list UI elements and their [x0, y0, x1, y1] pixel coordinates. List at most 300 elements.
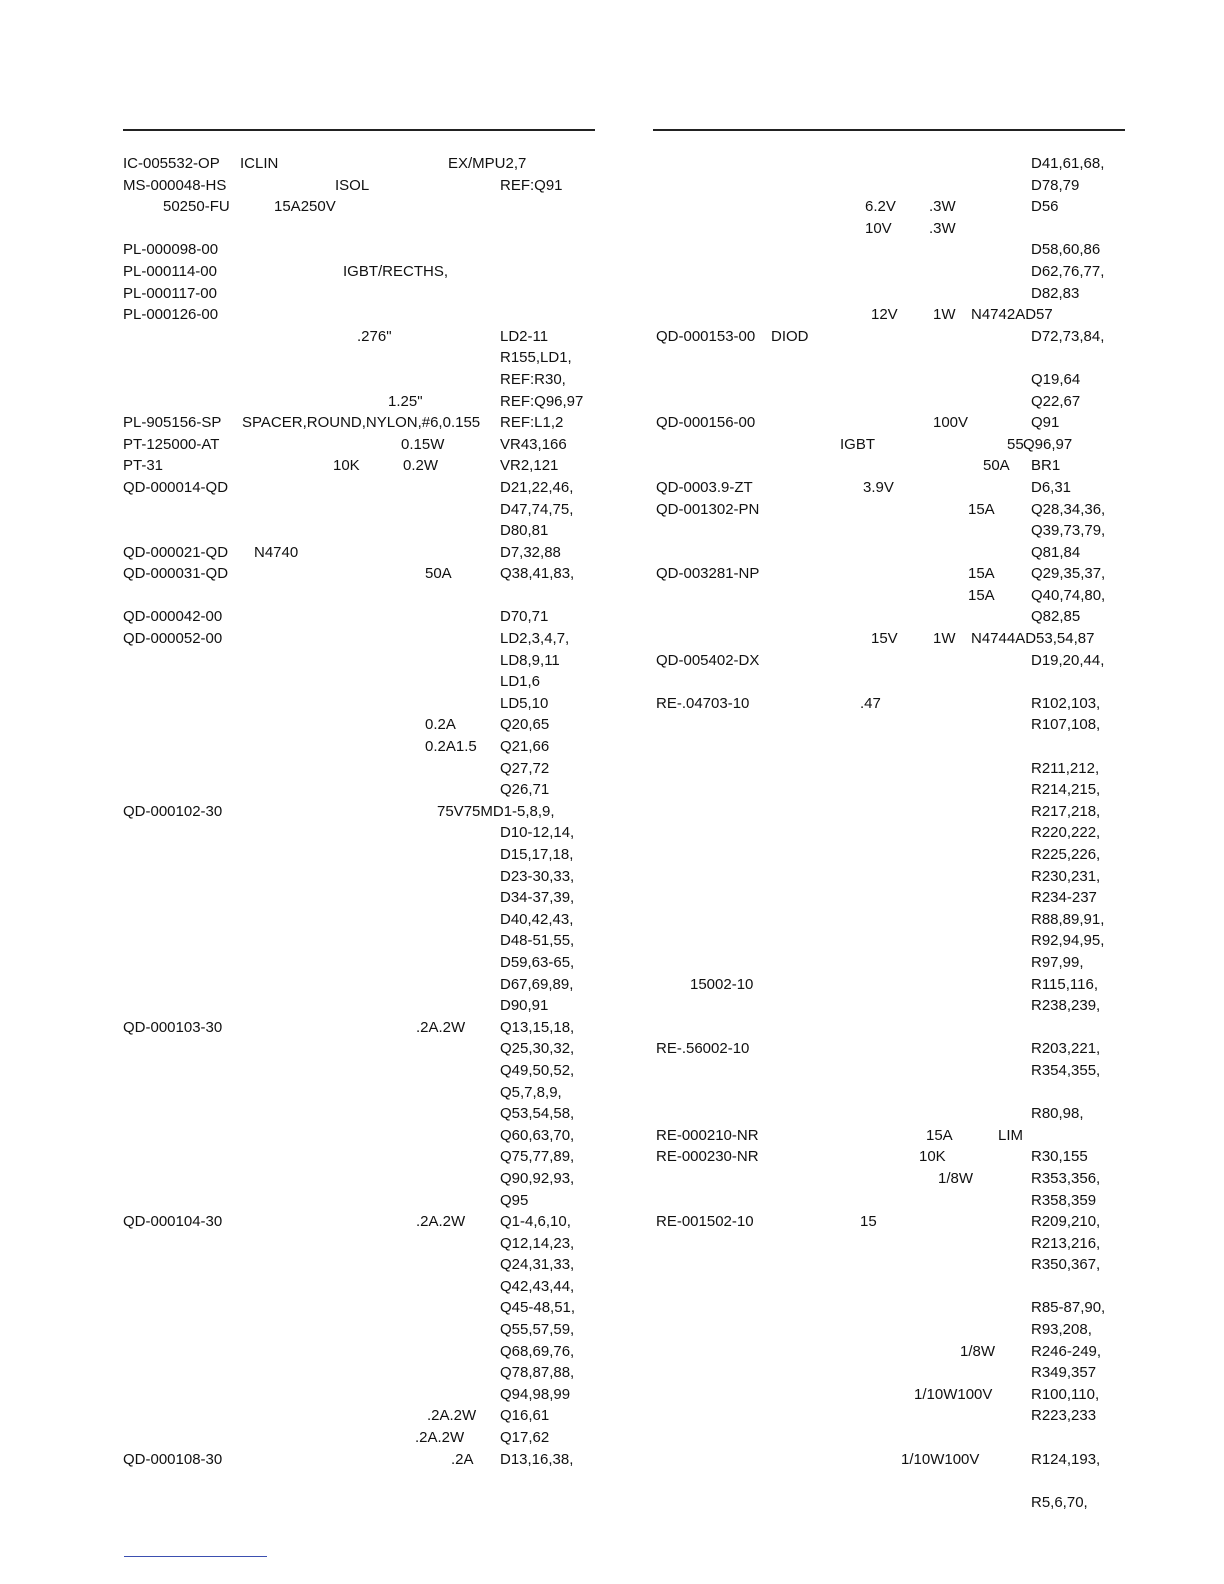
parts-row — [653, 909, 1133, 931]
description: IGBT — [840, 435, 876, 453]
part-number: QD-000042-00 — [123, 608, 223, 626]
description: 10K — [333, 457, 360, 475]
description: 6.2V — [865, 198, 896, 216]
reference-designator: REF:R30, — [500, 370, 566, 388]
reference-designator: R100,110, — [1031, 1385, 1100, 1403]
reference-designator: R349,357 — [1031, 1364, 1097, 1382]
parts-row — [123, 1211, 603, 1233]
reference-designator: R220,222, — [1031, 824, 1101, 842]
reference-designator: D72,73,84, — [1031, 327, 1105, 345]
parts-row — [653, 1233, 1133, 1255]
parts-row — [653, 499, 1133, 521]
part-number: QD-000108-30 — [123, 1450, 223, 1468]
parts-row — [653, 714, 1133, 736]
reference-designator: Q96,97 — [1023, 435, 1073, 453]
parts-row — [653, 930, 1133, 952]
parts-row — [653, 196, 1133, 218]
reference-designator: R203,221, — [1031, 1040, 1101, 1058]
parts-row — [123, 779, 603, 801]
description: 3.9V — [863, 478, 894, 496]
reference-designator: Q20,65 — [500, 716, 550, 734]
reference-designator: N4742AD57 — [971, 306, 1053, 324]
parts-row — [123, 866, 603, 888]
parts-row — [123, 671, 603, 693]
parts-row — [123, 995, 603, 1017]
description: 0.2A1.5 — [425, 738, 477, 756]
parts-row — [123, 801, 603, 823]
reference-designator: R246-249, — [1031, 1342, 1102, 1360]
reference-designator: Q91 — [1031, 414, 1060, 432]
parts-row — [123, 1146, 603, 1168]
rating: LIM — [998, 1126, 1024, 1144]
parts-row — [123, 347, 603, 369]
parts-row — [123, 412, 603, 434]
parts-row — [123, 606, 603, 628]
part-number: PL-000098-00 — [123, 241, 219, 259]
parts-row — [123, 887, 603, 909]
parts-row — [653, 887, 1133, 909]
reference-designator: D41,61,68, — [1031, 155, 1105, 172]
parts-row — [653, 1276, 1133, 1298]
reference-designator: Q19,64 — [1031, 370, 1081, 388]
description: .2A.2W — [416, 1018, 466, 1036]
description: 15V — [871, 630, 898, 648]
reference-designator: VR43,166 — [500, 435, 567, 453]
parts-row — [123, 628, 603, 650]
rating: 0.2W — [403, 457, 439, 475]
reference-designator: LD2-11 — [500, 327, 549, 345]
reference-designator: Q12,14,23, — [500, 1234, 575, 1252]
parts-row — [653, 153, 1133, 175]
reference-designator: D58,60,86 — [1031, 241, 1101, 259]
rating: EX/MPU2,7 — [448, 155, 527, 172]
reference-designator: R213,216, — [1031, 1234, 1101, 1252]
reference-designator: Q78,87,88, — [500, 1364, 575, 1382]
description: 15A — [968, 565, 995, 583]
reference-designator: R230,231, — [1031, 867, 1101, 885]
reference-designator: R217,218, — [1031, 802, 1101, 820]
part-number: MS-000048-HS — [123, 176, 227, 194]
reference-designator: Q75,77,89, — [500, 1148, 575, 1166]
reference-designator: Q82,85 — [1031, 608, 1081, 626]
parts-row — [123, 585, 603, 607]
part-number: QD-000104-30 — [123, 1213, 223, 1231]
description: 0.2A — [425, 716, 456, 734]
part-number: RE-.56002-10 — [656, 1040, 750, 1058]
reference-designator: Q27,72 — [500, 759, 550, 777]
parts-row — [653, 952, 1133, 974]
reference-designator: Q68,69,76, — [500, 1342, 575, 1360]
parts-row — [123, 434, 603, 456]
reference-designator: Q24,31,33, — [500, 1256, 575, 1274]
reference-designator: R225,226, — [1031, 846, 1101, 863]
part-number: QD-000014-QD — [123, 478, 229, 496]
parts-row — [653, 693, 1133, 715]
parts-row — [123, 261, 603, 283]
parts-row — [123, 1233, 603, 1255]
part-number: 15002-10 — [690, 975, 754, 993]
description: 1/8W — [938, 1169, 974, 1187]
description: .2A.2W — [415, 1429, 465, 1447]
reference-designator: N4744AD53,54,87 — [971, 630, 1095, 648]
parts-row — [653, 1492, 1133, 1514]
parts-row — [123, 391, 603, 413]
reference-designator: D90,91 — [500, 997, 549, 1015]
parts-row — [653, 671, 1133, 693]
reference-designator: D59,63-65, — [500, 953, 575, 971]
reference-designator: Q29,35,37, — [1031, 565, 1106, 583]
parts-row — [123, 1449, 603, 1471]
header-rule-right — [653, 129, 1125, 131]
part-number: RE-000210-NR — [656, 1126, 759, 1144]
description: 15A250V — [274, 198, 336, 216]
parts-row — [123, 1017, 603, 1039]
reference-designator: R155,LD1, — [500, 349, 572, 367]
part-number: QD-003281-NP — [656, 565, 760, 583]
reference-designator: Q28,34,36, — [1031, 500, 1106, 518]
description: .47 — [860, 694, 881, 712]
part-number: RE-.04703-10 — [656, 694, 750, 712]
reference-designator: Q53,54,58, — [500, 1105, 575, 1123]
parts-row — [653, 1017, 1133, 1039]
parts-row — [653, 542, 1133, 564]
parts-row — [653, 434, 1133, 456]
parts-row — [123, 974, 603, 996]
parts-row — [653, 1211, 1133, 1233]
parts-row — [123, 758, 603, 780]
parts-row — [653, 736, 1133, 758]
reference-designator: R209,210, — [1031, 1213, 1101, 1231]
rating: 50A — [983, 457, 1010, 475]
reference-designator: R5,6,70, — [1031, 1493, 1088, 1511]
reference-designator: R234-237 — [1031, 889, 1097, 907]
parts-row — [653, 261, 1133, 283]
part-number: PT-31 — [123, 457, 164, 475]
reference-designator: Q21,66 — [500, 738, 550, 756]
parts-row — [123, 1319, 603, 1341]
reference-designator: BR1 — [1031, 457, 1061, 475]
reference-designator: Q81,84 — [1031, 543, 1081, 561]
reference-designator: R211,212, — [1031, 759, 1100, 777]
parts-row — [653, 1341, 1133, 1363]
description: 100V — [933, 414, 969, 432]
part-number: QD-000102-30 — [123, 802, 223, 820]
reference-designator: D7,32,88 — [500, 543, 561, 561]
parts-row — [653, 1384, 1133, 1406]
parts-row — [123, 1276, 603, 1298]
part-number: QD-005402-DX — [656, 651, 760, 669]
reference-designator: D19,20,44, — [1031, 651, 1105, 669]
parts-row — [123, 693, 603, 715]
reference-designator: D6,31 — [1031, 478, 1072, 496]
reference-designator: Q49,50,52, — [500, 1061, 575, 1079]
reference-designator: Q60,63,70, — [500, 1126, 575, 1144]
parts-row — [123, 930, 603, 952]
part-number: PL-000117-00 — [123, 284, 217, 302]
part-number: PT-125000-AT — [123, 435, 220, 453]
parts-row — [123, 153, 603, 175]
part-number: QD-000103-30 — [123, 1018, 223, 1036]
parts-row — [123, 844, 603, 866]
rating: 1W — [933, 630, 956, 648]
reference-designator: R124,193, — [1031, 1450, 1101, 1468]
part-number: RE-001502-10 — [656, 1213, 754, 1231]
part-number: QD-0003.9-ZT — [656, 478, 753, 496]
reference-designator: R115,116, — [1031, 975, 1098, 993]
parts-row — [123, 1362, 603, 1384]
reference-designator: D10-12,14, — [500, 824, 575, 842]
part-number: QD-000052-00 — [123, 630, 223, 648]
parts-row — [653, 844, 1133, 866]
parts-row — [653, 369, 1133, 391]
reference-designator: Q90,92,93, — [500, 1169, 575, 1187]
reference-designator: VR2,121 — [500, 457, 559, 475]
parts-row — [653, 866, 1133, 888]
description: 1/8W — [960, 1342, 996, 1360]
parts-row — [123, 175, 603, 197]
parts-row — [653, 1254, 1133, 1276]
reference-designator: D21,22,46, — [500, 478, 574, 496]
parts-row — [653, 995, 1133, 1017]
parts-row — [653, 1319, 1133, 1341]
reference-designator: R102,103, — [1031, 694, 1101, 712]
reference-designator: D82,83 — [1031, 284, 1080, 302]
description: 15A — [968, 586, 995, 604]
parts-row — [653, 650, 1133, 672]
part-number: IC-005532-OP — [123, 155, 220, 172]
parts-row — [653, 218, 1133, 240]
parts-row — [653, 391, 1133, 413]
description: ICLIN — [240, 155, 279, 172]
reference-designator: D78,79 — [1031, 176, 1080, 194]
parts-row — [123, 714, 603, 736]
parts-row — [123, 1341, 603, 1363]
description: .276" — [357, 327, 392, 345]
parts-row — [123, 1168, 603, 1190]
reference-designator: Q22,67 — [1031, 392, 1081, 410]
part-number: PL-000114-00 — [123, 262, 217, 280]
description: 1/10W100V — [901, 1450, 980, 1468]
reference-designator: Q39,73,79, — [1031, 522, 1106, 540]
description: .2A.2W — [416, 1213, 466, 1231]
description: 10V — [865, 219, 892, 237]
parts-row — [123, 239, 603, 261]
parts-row — [123, 1060, 603, 1082]
parts-row — [123, 326, 603, 348]
reference-designator: R80,98, — [1031, 1105, 1084, 1123]
parts-row — [653, 1125, 1133, 1147]
parts-row — [653, 1168, 1133, 1190]
reference-designator: Q55,57,59, — [500, 1321, 575, 1339]
parts-row — [653, 283, 1133, 305]
footnote-rule — [124, 1556, 267, 1557]
parts-row — [653, 1103, 1133, 1125]
part-number: PL-000126-00 — [123, 306, 219, 324]
reference-designator: Q17,62 — [500, 1429, 550, 1447]
parts-row — [123, 520, 603, 542]
parts-row — [653, 585, 1133, 607]
parts-row — [123, 650, 603, 672]
parts-row — [653, 175, 1133, 197]
description: SPACER,ROUND,NYLON,#6,0.155 — [242, 414, 481, 432]
reference-designator: R358,359 — [1031, 1191, 1097, 1209]
parts-row — [123, 1297, 603, 1319]
reference-designator: R223,233 — [1031, 1407, 1097, 1425]
reference-designator: D23-30,33, — [500, 867, 575, 885]
rating: .3W — [929, 198, 956, 216]
parts-row — [123, 1082, 603, 1104]
reference-designator: Q5,7,8,9, — [500, 1083, 562, 1101]
description: 15A — [968, 500, 995, 518]
description: 75V75MD1-5,8,9, — [437, 802, 555, 820]
reference-designator: LD8,9,11 — [500, 651, 560, 669]
reference-designator: Q13,15,18, — [500, 1018, 575, 1036]
parts-column-right — [653, 153, 1133, 1513]
rating: 55 — [1007, 435, 1024, 453]
parts-row — [123, 1405, 603, 1427]
parts-row — [123, 1384, 603, 1406]
parts-row — [123, 909, 603, 931]
rating: .3W — [929, 219, 956, 237]
reference-designator: D40,42,43, — [500, 910, 574, 928]
reference-designator: R238,239, — [1031, 997, 1101, 1015]
parts-row — [653, 1038, 1133, 1060]
part-number: QD-000156-00 — [656, 414, 756, 432]
parts-row — [123, 1125, 603, 1147]
reference-designator: REF:L1,2 — [500, 414, 564, 432]
parts-column-left — [123, 153, 603, 1470]
reference-designator: R350,367, — [1031, 1256, 1101, 1274]
reference-designator: D13,16,38, — [500, 1450, 574, 1468]
parts-row — [123, 1103, 603, 1125]
reference-designator: Q26,71 — [500, 781, 550, 799]
part-number: RE-000230-NR — [656, 1148, 759, 1166]
parts-row — [653, 1362, 1133, 1384]
parts-row — [653, 563, 1133, 585]
description: 10K — [919, 1148, 946, 1166]
reference-designator: R30,155 — [1031, 1148, 1088, 1166]
parts-row — [653, 477, 1133, 499]
header-rule-left — [123, 129, 595, 131]
parts-row — [653, 1297, 1133, 1319]
parts-row — [653, 1470, 1133, 1492]
reference-designator: D62,76,77, — [1031, 262, 1105, 280]
reference-designator: REF:Q91 — [500, 176, 563, 194]
parts-row — [653, 801, 1133, 823]
parts-row — [123, 455, 603, 477]
part-number: QD-001302-PN — [656, 500, 760, 518]
part-number: 50250-FU — [163, 198, 230, 216]
reference-designator: D15,17,18, — [500, 846, 574, 863]
description: .2A — [451, 1450, 474, 1468]
reference-designator: R92,94,95, — [1031, 932, 1105, 950]
reference-designator: Q95 — [500, 1191, 529, 1209]
reference-designator: LD1,6 — [500, 673, 541, 691]
parts-row — [653, 1146, 1133, 1168]
parts-row — [653, 239, 1133, 261]
reference-designator: D47,74,75, — [500, 500, 574, 518]
description: 15 — [860, 1213, 877, 1231]
parts-row — [123, 563, 603, 585]
reference-designator: Q16,61 — [500, 1407, 550, 1425]
description: 1.25" — [388, 392, 423, 410]
description: ISOL — [335, 176, 370, 194]
reference-designator: D48-51,55, — [500, 932, 575, 950]
parts-row — [123, 283, 603, 305]
part-number: PL-905156-SP — [123, 414, 222, 432]
parts-row — [123, 542, 603, 564]
parts-row — [123, 499, 603, 521]
parts-row — [653, 1449, 1133, 1471]
reference-designator: Q42,43,44, — [500, 1277, 575, 1295]
description: DIOD — [771, 327, 809, 345]
parts-row — [123, 369, 603, 391]
parts-row — [123, 477, 603, 499]
reference-designator: LD5,10 — [500, 694, 549, 712]
description: 50A — [425, 565, 452, 583]
reference-designator: D56 — [1031, 198, 1059, 216]
reference-designator: Q38,41,83, — [500, 565, 575, 583]
reference-designator: R85-87,90, — [1031, 1299, 1106, 1317]
reference-designator: R88,89,91, — [1031, 910, 1105, 928]
parts-row — [653, 1060, 1133, 1082]
reference-designator: R97,99, — [1031, 953, 1084, 971]
parts-row — [653, 628, 1133, 650]
parts-row — [653, 1427, 1133, 1449]
part-number: QD-000021-QD — [123, 543, 229, 561]
parts-row — [653, 326, 1133, 348]
parts-row — [653, 1190, 1133, 1212]
reference-designator: D80,81 — [500, 522, 549, 540]
reference-designator: D67,69,89, — [500, 975, 574, 993]
reference-designator: R353,356, — [1031, 1169, 1101, 1187]
parts-row — [123, 218, 603, 240]
rating: 1W — [933, 306, 956, 324]
parts-row — [123, 1038, 603, 1060]
parts-row — [653, 304, 1133, 326]
parts-row — [653, 520, 1133, 542]
parts-row — [123, 1427, 603, 1449]
reference-designator: REF:Q96,97 — [500, 392, 584, 410]
parts-row — [653, 1405, 1133, 1427]
parts-row — [123, 196, 603, 218]
description: N4740 — [254, 543, 299, 561]
reference-designator: D70,71 — [500, 608, 549, 626]
parts-row — [653, 974, 1133, 996]
parts-row — [123, 736, 603, 758]
parts-row — [123, 952, 603, 974]
parts-row — [653, 758, 1133, 780]
reference-designator: Q25,30,32, — [500, 1040, 575, 1058]
reference-designator: R107,108, — [1031, 716, 1101, 734]
parts-row — [653, 455, 1133, 477]
parts-row — [123, 1254, 603, 1276]
part-number: QD-000031-QD — [123, 565, 229, 583]
parts-row — [653, 822, 1133, 844]
description: 0.15W — [401, 435, 445, 453]
parts-row — [653, 1082, 1133, 1104]
description: 12V — [871, 306, 898, 324]
parts-row — [653, 779, 1133, 801]
parts-row — [653, 347, 1133, 369]
parts-row — [123, 304, 603, 326]
description: 15A — [926, 1126, 953, 1144]
reference-designator: LD2,3,4,7, — [500, 630, 570, 648]
reference-designator: Q94,98,99 — [500, 1385, 571, 1403]
parts-row — [653, 412, 1133, 434]
reference-designator: R93,208, — [1031, 1321, 1092, 1339]
description: 1/10W100V — [914, 1385, 993, 1403]
